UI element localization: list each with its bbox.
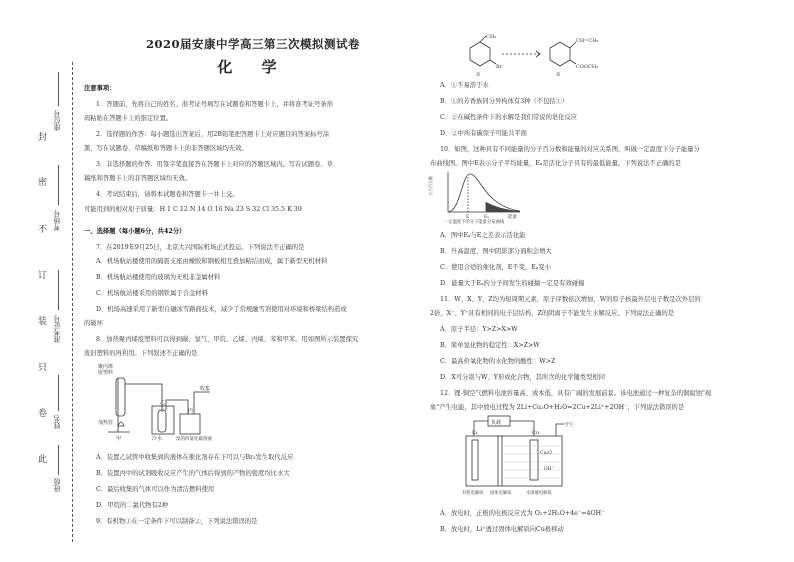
- question-12-stem: 12．锂-铜空气燃料电池容量高、成本低，具有广阔的发展前景。该电池通过一种复杂的铜腐蚀"现: [440, 390, 712, 397]
- label-c: 丙: [188, 408, 194, 414]
- vinyl-label: CH=CH₂: [576, 38, 599, 44]
- water-label: 冷水: [152, 436, 163, 442]
- distribution-curve: [448, 174, 520, 212]
- notice-line: 3．非选择题的作答：用签字笔直接答在答题卡上对应的答题区域内。写在试题卷、草: [96, 161, 333, 168]
- cu-label: Cu: [532, 430, 540, 436]
- label-b: 乙: [160, 400, 166, 406]
- question-10-stem: 10．如图，这种具有不同能量的分子百分数和能量的对应关系图，叫做一定温度下分子能量分: [440, 146, 700, 153]
- benzene-ring-2: [550, 42, 570, 66]
- heat-label: 加热管: [98, 420, 114, 426]
- question-8-stem: 8．加热聚丙烯废塑料可以得到碳、氢气、甲烷、乙烯、丙烯、苯和甲苯。用如图所示装置探究: [96, 336, 359, 343]
- notice-line: 黑，写在试题卷、草稿纸和答题卡上的非答题区域均无效。: [84, 145, 248, 152]
- q7-option-c[interactable]: C．机场航站楼采用的钢铁属于合金材料: [96, 290, 208, 297]
- q7-option-d[interactable]: D．机场高速采用了新型自融冰雪路面技术，减少了常规融雪剂使用对环境和桥梁结构造成: [96, 306, 347, 313]
- molecule-2-label: ②: [556, 72, 561, 78]
- air-label: 空气: [564, 423, 573, 428]
- question-11-stem-cont: 2倍，X⁻、Y⁺具有相同的电子层结构，Z的阴离子不能发生水解反应。下列说法正确的是: [430, 310, 675, 317]
- notice-line: 1．答题前，先将自己的姓名、准考证号填写在试题卷和答题卡上，并将准考证号条形: [96, 101, 333, 108]
- molecule-1-label: ①: [476, 72, 481, 78]
- section-title: 一、选择题（每小题6分，共42分）: [84, 228, 186, 235]
- organic-electrolyte-label: 有机电解质: [462, 491, 484, 496]
- load-label: 负载: [491, 420, 502, 426]
- class-field-line[interactable]: [58, 445, 59, 475]
- energy-distribution-figure: [428, 168, 530, 225]
- ester-label: COOCH₃: [576, 64, 599, 70]
- outlet-tube: [194, 392, 210, 414]
- q7-option-d-cont: 的破坏: [84, 320, 103, 327]
- seal-char: 不: [38, 225, 48, 235]
- cut-line: [72, 62, 73, 542]
- sample-label-2: 废塑料: [98, 370, 114, 376]
- pyrolysis-apparatus-figure: [96, 360, 216, 442]
- delivery-tube: [125, 384, 162, 412]
- wire-right: [510, 421, 534, 436]
- subject-title: 化 学: [217, 58, 289, 76]
- q12-option-a[interactable]: A．放电时，正极的电极反应式为 O₂+2H₂O+4e⁻=4OH⁻: [440, 510, 605, 517]
- solid-electrolyte-label: 固体电解质: [490, 491, 512, 496]
- q7-option-a[interactable]: A．机场航站楼使用的隔震支座由橡胶和钢板相互叠加粘结而成，属于新型无机材料: [96, 258, 328, 265]
- notice-line: 码粘贴在答题卡上的指定位置。: [84, 115, 173, 122]
- seal-char: 密: [38, 178, 48, 188]
- question-9-stem: 9．有机物①在一定条件下可以制备②，下列说法错误的是: [96, 518, 258, 525]
- q8-option-a[interactable]: A．装置乙试管中收集到的液体在催化剂存在下可以与Br₂发生取代反应: [96, 454, 294, 461]
- class-field-label: 班级: [53, 478, 61, 492]
- question-7-stem: 7．在2019年9月25日，北京大兴国际机场正式投运。下列说法不正确的是: [96, 244, 305, 251]
- gas-label: 收集: [200, 386, 211, 392]
- q8-option-c[interactable]: C．最后收集的气体可以作为清洁燃料使用: [96, 486, 215, 493]
- ch3-label: CH₃: [486, 34, 497, 40]
- figure-caption: 一定温度下的分子能量分布曲线: [444, 220, 505, 225]
- binding-margin: [0, 0, 78, 562]
- energy-label: 能量: [508, 215, 517, 220]
- q7-option-b[interactable]: B．机场航站楼使用的玻璃为无机非金属材料: [96, 274, 221, 281]
- notice-line: 4．考试结束后，请将本试题卷和答题卡一并上交。: [96, 191, 239, 198]
- seat-field-line[interactable]: [58, 72, 59, 106]
- q10-option-b[interactable]: B．升高温度，图中阴影部分面积会增大: [440, 248, 552, 255]
- q10-option-c[interactable]: C．使用合适的催化剂，E不变，Eₐ变小: [440, 264, 551, 271]
- exam-title: 2020届安康中学高三第三次模拟测试卷: [145, 37, 360, 51]
- q11-option-c[interactable]: C．最高价氧化物的水化物的酸性：W>Z: [440, 358, 556, 365]
- notice-title: 注意事项：: [84, 85, 116, 92]
- solution-label: 溴的四氯化碳溶液: [176, 437, 212, 442]
- seat-field-label: 座位号: [53, 110, 61, 131]
- seal-char: 只: [38, 363, 48, 373]
- oh-label: OH⁻: [544, 467, 554, 472]
- cu2o-label: Cu₂O: [540, 451, 552, 456]
- question-10-stem-cont: 布曲线图。图中E表示分子平均能量，Eₐ是活化分子具有的最低能量。下列说法不正确的是: [430, 160, 681, 167]
- q10-option-d[interactable]: D．能量大于Eₐ的分子间发生的碰撞一定是有效碰撞: [440, 280, 585, 287]
- label-a: 甲: [116, 436, 122, 442]
- test-tube-b: [158, 410, 166, 432]
- q9-option-c[interactable]: C．②在碱性条件下的水解是我们常说的皂化反应: [440, 114, 578, 121]
- li-electrode: [472, 440, 478, 480]
- notice-line: 稿纸和答题卡上的非答题区域均无效。: [84, 175, 192, 182]
- sample-label: 聚丙烯: [98, 364, 114, 370]
- benzene-ring-1: [470, 42, 490, 66]
- seal-char: 此: [38, 455, 48, 465]
- q8-option-b[interactable]: B．装置丙中的试剂吸收反应产生的气体后得到的产物的密度均比水大: [96, 470, 290, 477]
- name-field-line[interactable]: [58, 375, 59, 411]
- question-12-stem-cont: 象"产生电能，其中放电过程为 2Li+Cu₂O+H₂O=2Cu+2Li⁺+2OH⁻，下列说法错误的是: [430, 404, 685, 411]
- seal-char: 卷: [38, 409, 48, 419]
- battery-figure: [460, 414, 600, 500]
- room-field-label: 考场号: [53, 210, 61, 231]
- q9-option-a[interactable]: A．①不易溶于水: [440, 82, 489, 89]
- q9-option-b[interactable]: B．①的芳香族同分异构体有3种（不包括①）: [440, 98, 569, 105]
- ticket-field-line[interactable]: [58, 270, 59, 310]
- question-8-stem-cont: 废旧塑料的再利用。下列叙述不正确的是: [84, 350, 198, 357]
- q11-option-a[interactable]: A．原子半径：Y>Z>X>W: [440, 326, 518, 333]
- q12-option-b[interactable]: B．放电时，Li⁺透过固体电解质向Cu极移动: [440, 526, 564, 533]
- delivery-tube-2: [166, 400, 188, 414]
- br-label: Br: [496, 64, 503, 70]
- li-label: Li: [472, 430, 477, 436]
- seal-char: 封: [38, 133, 48, 143]
- aqueous-electrolyte-label: 水溶液电解质: [526, 491, 552, 496]
- name-field-label: 姓名: [53, 415, 61, 429]
- shaded-region: [486, 202, 520, 212]
- q11-option-d[interactable]: D．X可分别与W、Y形成化合物，其所含的化学键类型相同: [440, 374, 605, 381]
- y-axis-label: 分子百分数: [428, 176, 433, 196]
- q8-option-d[interactable]: D．甲烷的二氯代物有2种: [96, 502, 169, 509]
- air-inlet: [556, 424, 564, 436]
- q10-option-a[interactable]: A．图中Eₐ与E之差表示活化能: [440, 232, 526, 239]
- flame: [118, 422, 124, 426]
- ec-label: Eₐ: [484, 215, 490, 220]
- question-11-stem: 11．W、X、Y、Z均为短周期元素，原子序数依次增加，W的原子核最外层电子数是次外层的: [440, 296, 701, 303]
- q11-option-b[interactable]: B．简单氢化物的稳定性：X>Z>W: [440, 342, 540, 349]
- cell-container: [466, 436, 562, 486]
- heating-tube: [116, 378, 125, 416]
- bottle-c: [180, 414, 200, 434]
- room-field-line[interactable]: [58, 165, 59, 205]
- seal-char: 订: [38, 271, 48, 281]
- notice-line: 2．选择题的作答：每小题选出答案后，用2B铅笔把答题卡上对应题目的答案标号涂: [96, 131, 330, 138]
- seal-char: 装: [38, 317, 48, 327]
- q9-structures-figure: [462, 32, 622, 78]
- atomic-mass-line: 可能用到的相对原子质量：H 1 C 12 N 14 O 16 Na 23 S 32 Cl 35.5 K 39: [84, 206, 302, 213]
- e-label: E: [466, 215, 470, 220]
- q9-option-d[interactable]: D．②中所有碳原子可能共平面: [440, 130, 527, 137]
- ticket-field-label: 准考证号: [53, 315, 61, 343]
